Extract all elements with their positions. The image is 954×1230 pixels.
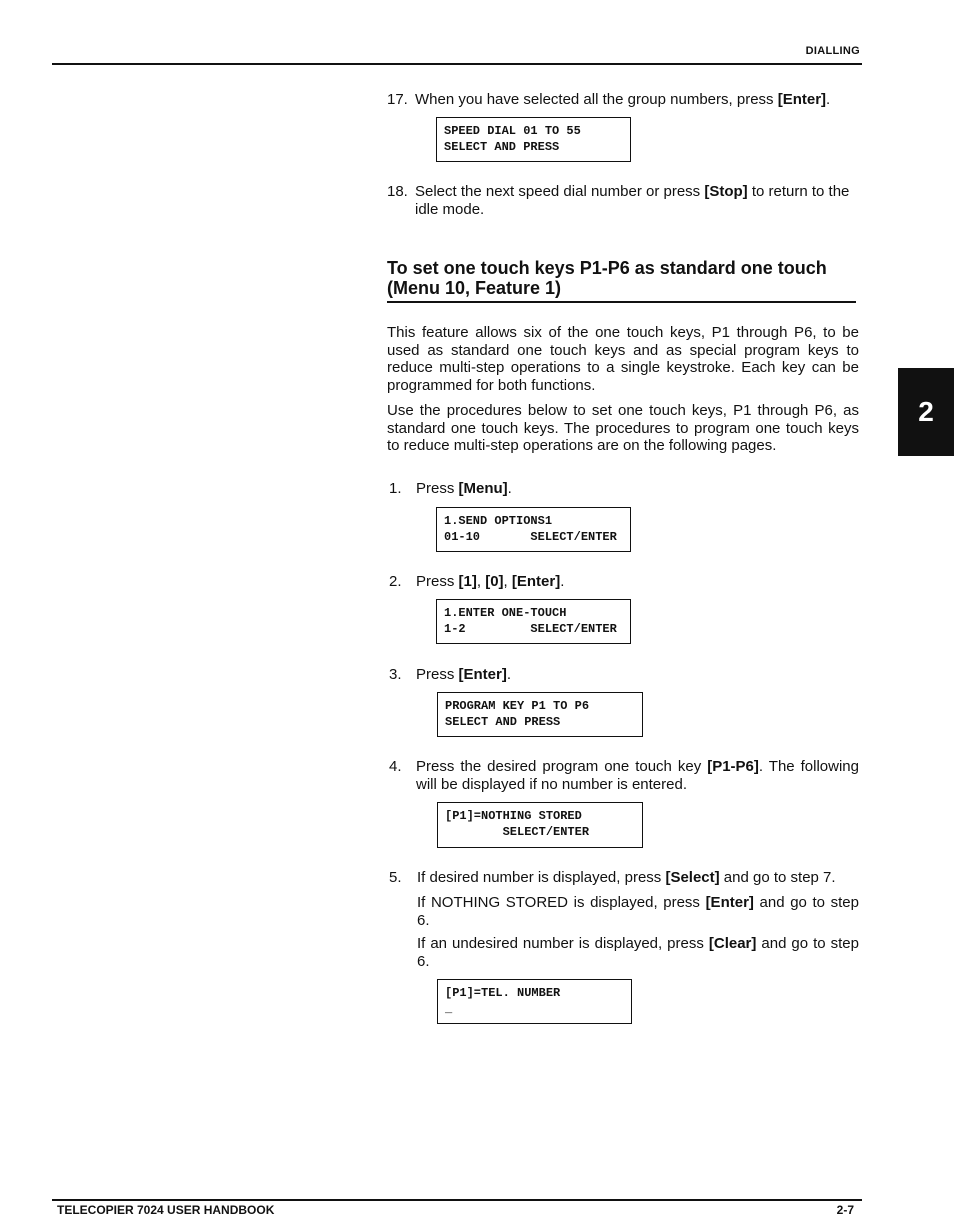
step-number: 18. (387, 183, 408, 200)
lcd-display (437, 802, 643, 848)
paragraph-2: Use the procedures below to set one touch keys, P1 through P6, as standard one touch keys. The procedures to program one touch keys to reduce multi-step operations are on the following pages. (387, 402, 859, 454)
step-4 (387, 758, 859, 793)
step-5 (387, 869, 859, 887)
step-number: 5. (389, 869, 402, 886)
heading-line-2: (Menu 10, Feature 1) (387, 278, 562, 298)
step-5-note-2: If an undesired number is displayed, press [Clear] and go to step 6. (417, 935, 859, 970)
lcd-line-1: [P1]=NOTHING STORED (445, 809, 582, 823)
lcd-line-2: SELECT AND PRESS (444, 140, 560, 154)
lcd-line-2: SELECT AND PRESS (445, 715, 561, 729)
step-18 (387, 183, 862, 218)
header-rule (52, 63, 862, 65)
lcd-display (437, 692, 643, 737)
lcd-line-1: 1.ENTER ONE-TOUCH (444, 606, 567, 620)
page-number: 2-7 (836, 1203, 854, 1217)
step-text: Select the next speed dial number or press [Stop] to return to the idle mode. (415, 183, 850, 218)
step-text: When you have selected all the group numbers, press [Enter]. (415, 91, 831, 108)
step-number: 4. (389, 758, 402, 775)
footer-rule (52, 1199, 862, 1201)
lcd-display (436, 599, 631, 644)
lcd-line-2: 01-10 SELECT/ENTER (444, 530, 617, 544)
step-number: 2. (389, 573, 402, 590)
lcd-line-1: 1.SEND OPTIONS1 (444, 514, 553, 528)
step-number: 17. (387, 91, 408, 108)
lcd-line-2: SELECT/ENTER (445, 825, 590, 839)
step-text: Press [Menu]. (416, 480, 512, 497)
step-5-note-1: If NOTHING STORED is displayed, press [Enter] and go to step 6. (417, 894, 859, 929)
section-heading (387, 258, 859, 298)
lcd-line-1: [P1]=TEL. NUMBER (445, 986, 561, 1000)
step-text: Press the desired program one touch key [P1-P6]. The following will be displayed if no number is entered. (416, 758, 859, 793)
lcd-line-2: 1-2 SELECT/ENTER (444, 622, 617, 636)
footer-title: TELECOPIER 7024 USER HANDBOOK (57, 1203, 275, 1217)
lcd-line-1: SPEED DIAL 01 TO 55 (444, 124, 581, 138)
section-rule (387, 301, 856, 303)
step-text: If desired number is displayed, press [Select] and go to step 7. (417, 869, 836, 886)
chapter-tab: 2 (898, 368, 954, 456)
step-text: Press [1], [0], [Enter]. (416, 573, 565, 590)
running-head: DIALLING (805, 45, 860, 57)
step-number: 3. (389, 666, 402, 683)
lcd-cursor: _ (445, 1002, 453, 1016)
lcd-display (436, 507, 631, 552)
paragraph-1: This feature allows six of the one touch keys, P1 through P6, to be used as standard one touch keys and as special program keys to reduce multi-step operations to a single keystroke. Each key can be programmed for both functions. (387, 324, 859, 394)
step-number: 1. (389, 480, 402, 497)
step-text: Press [Enter]. (416, 666, 512, 683)
heading-line-1: To set one touch keys P1-P6 as standard one touch (387, 258, 827, 278)
lcd-line-1: PROGRAM KEY P1 TO P6 (445, 699, 590, 713)
lcd-display (437, 979, 632, 1024)
lcd-display (436, 117, 631, 162)
